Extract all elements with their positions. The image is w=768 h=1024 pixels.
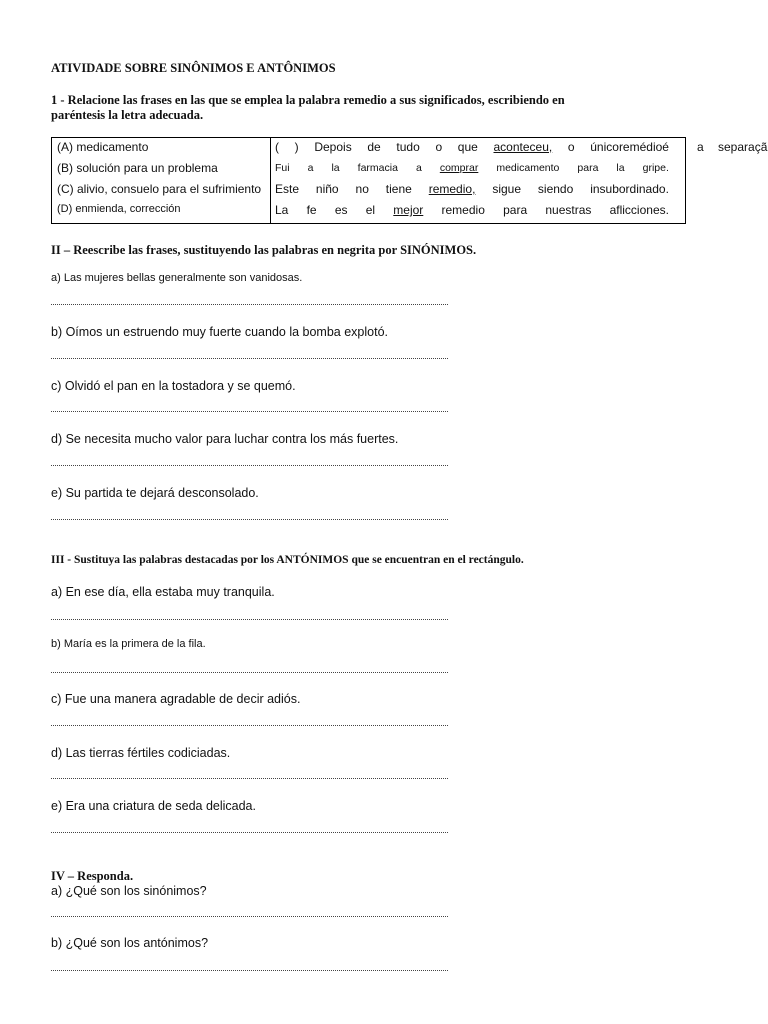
word: no: [355, 182, 369, 196]
question-1-instruction: [51, 93, 565, 123]
answer-paren-open: (: [275, 140, 279, 154]
overflow-word: separaçã: [718, 140, 768, 154]
answer-line[interactable]: [51, 518, 448, 520]
section-2-item-b: b) Oímos un estruendo muy fuerte cuando la bomba explotó.: [51, 325, 388, 339]
section-2-heading: II – Reescribe las frases, sustituyendo las palabras en negrita por SINÓNIMOS.: [51, 243, 477, 257]
answer-line[interactable]: [51, 969, 448, 971]
word: gripe.: [642, 162, 669, 174]
answer-line[interactable]: [51, 831, 448, 833]
answer-line[interactable]: [51, 724, 448, 726]
word: de: [367, 140, 381, 154]
question-1-line-2: paréntesis la letra adecuada.: [51, 108, 204, 122]
section-3-item-d: d) Las tierras fértiles codiciadas.: [51, 746, 231, 760]
word: a: [307, 162, 314, 174]
section-4-item-b: b) ¿Qué son los antónimos?: [51, 936, 209, 950]
section-2-item-d: d) Se necesita mucho valor para luchar contra los más fuertes.: [51, 432, 399, 446]
word: fe: [306, 203, 317, 217]
page-title: ATIVIDADE SOBRE SINÔNIMOS E ANTÔNIMOS: [51, 61, 336, 75]
word: aconteceu,: [493, 140, 553, 154]
sentence-row-2: [275, 162, 669, 174]
word: siendo: [537, 182, 574, 196]
word: o: [435, 140, 443, 154]
section-4-item-a: a) ¿Qué son los sinónimos?: [51, 884, 207, 898]
word: a: [415, 162, 422, 174]
word: es: [334, 203, 348, 217]
word: Fui: [275, 162, 290, 174]
word: niño: [315, 182, 339, 196]
word: tiene: [385, 182, 412, 196]
word: únicoremédioé: [590, 140, 669, 154]
word: remedio,: [428, 182, 476, 196]
section-3-heading: III - Sustituya las palabras destacadas por los ANTÓNIMOS que se encuentran en el rectángulo.: [51, 554, 524, 566]
option-c: (C) alivio, consuelo para el sufrimiento: [57, 182, 262, 196]
section-2-item-a: a) Las mujeres bellas generalmente son vanidosas.: [51, 272, 303, 284]
word: para: [577, 162, 599, 174]
section-3-item-b: b) María es la primera de la fila.: [51, 638, 206, 650]
word: la: [616, 162, 625, 174]
word: que: [457, 140, 478, 154]
word: medicamento: [496, 162, 560, 174]
word: remedio: [441, 203, 485, 217]
question-1-line-1: 1 - Relacione las frases en las que se emplea la palabra remedio a sus significados, escribiendo en: [51, 93, 565, 107]
section-3-item-e: e) Era una criatura de seda delicada.: [51, 799, 256, 813]
answer-line[interactable]: [51, 777, 448, 779]
word: Depois: [314, 140, 352, 154]
answer-line[interactable]: [51, 464, 448, 466]
answer-line[interactable]: [51, 915, 448, 917]
word: ): [294, 140, 299, 154]
option-a: (A) medicamento: [57, 140, 149, 154]
section-3-item-a: a) En ese día, ella estaba muy tranquila.: [51, 585, 275, 599]
section-3-item-c: c) Fue una manera agradable de decir adiós.: [51, 692, 301, 706]
section-2-item-e: e) Su partida te dejará desconsolado.: [51, 486, 259, 500]
word: aflicciones.: [609, 203, 669, 217]
word: para: [503, 203, 528, 217]
answer-line[interactable]: [51, 671, 448, 673]
sentence-row-3: [275, 182, 669, 196]
word: insubordinado.: [590, 182, 669, 196]
overflow-word: a: [697, 140, 704, 154]
word: o: [567, 140, 575, 154]
answer-line[interactable]: [51, 618, 448, 620]
sentence-row-1: [275, 140, 669, 154]
word: Este: [275, 182, 300, 196]
word: el: [365, 203, 376, 217]
answer-line[interactable]: [51, 303, 448, 305]
section-2-item-c: c) Olvidó el pan en la tostadora y se quemó.: [51, 379, 296, 393]
word: mejor: [393, 203, 424, 217]
word: farmacia: [357, 162, 398, 174]
section-4-heading: IV – Responda.: [51, 869, 134, 883]
word: La: [275, 203, 289, 217]
word: nuestras: [545, 203, 592, 217]
sentence-row-4: [275, 203, 669, 217]
word: tudo: [396, 140, 420, 154]
table-divider: [270, 138, 271, 223]
word: la: [331, 162, 340, 174]
answer-line[interactable]: [51, 410, 448, 412]
word: sigue: [492, 182, 521, 196]
option-d: (D) enmienda, corrección: [57, 203, 181, 215]
word: comprar: [439, 162, 479, 174]
answer-line[interactable]: [51, 357, 448, 359]
option-b: (B) solución para un problema: [57, 161, 218, 175]
